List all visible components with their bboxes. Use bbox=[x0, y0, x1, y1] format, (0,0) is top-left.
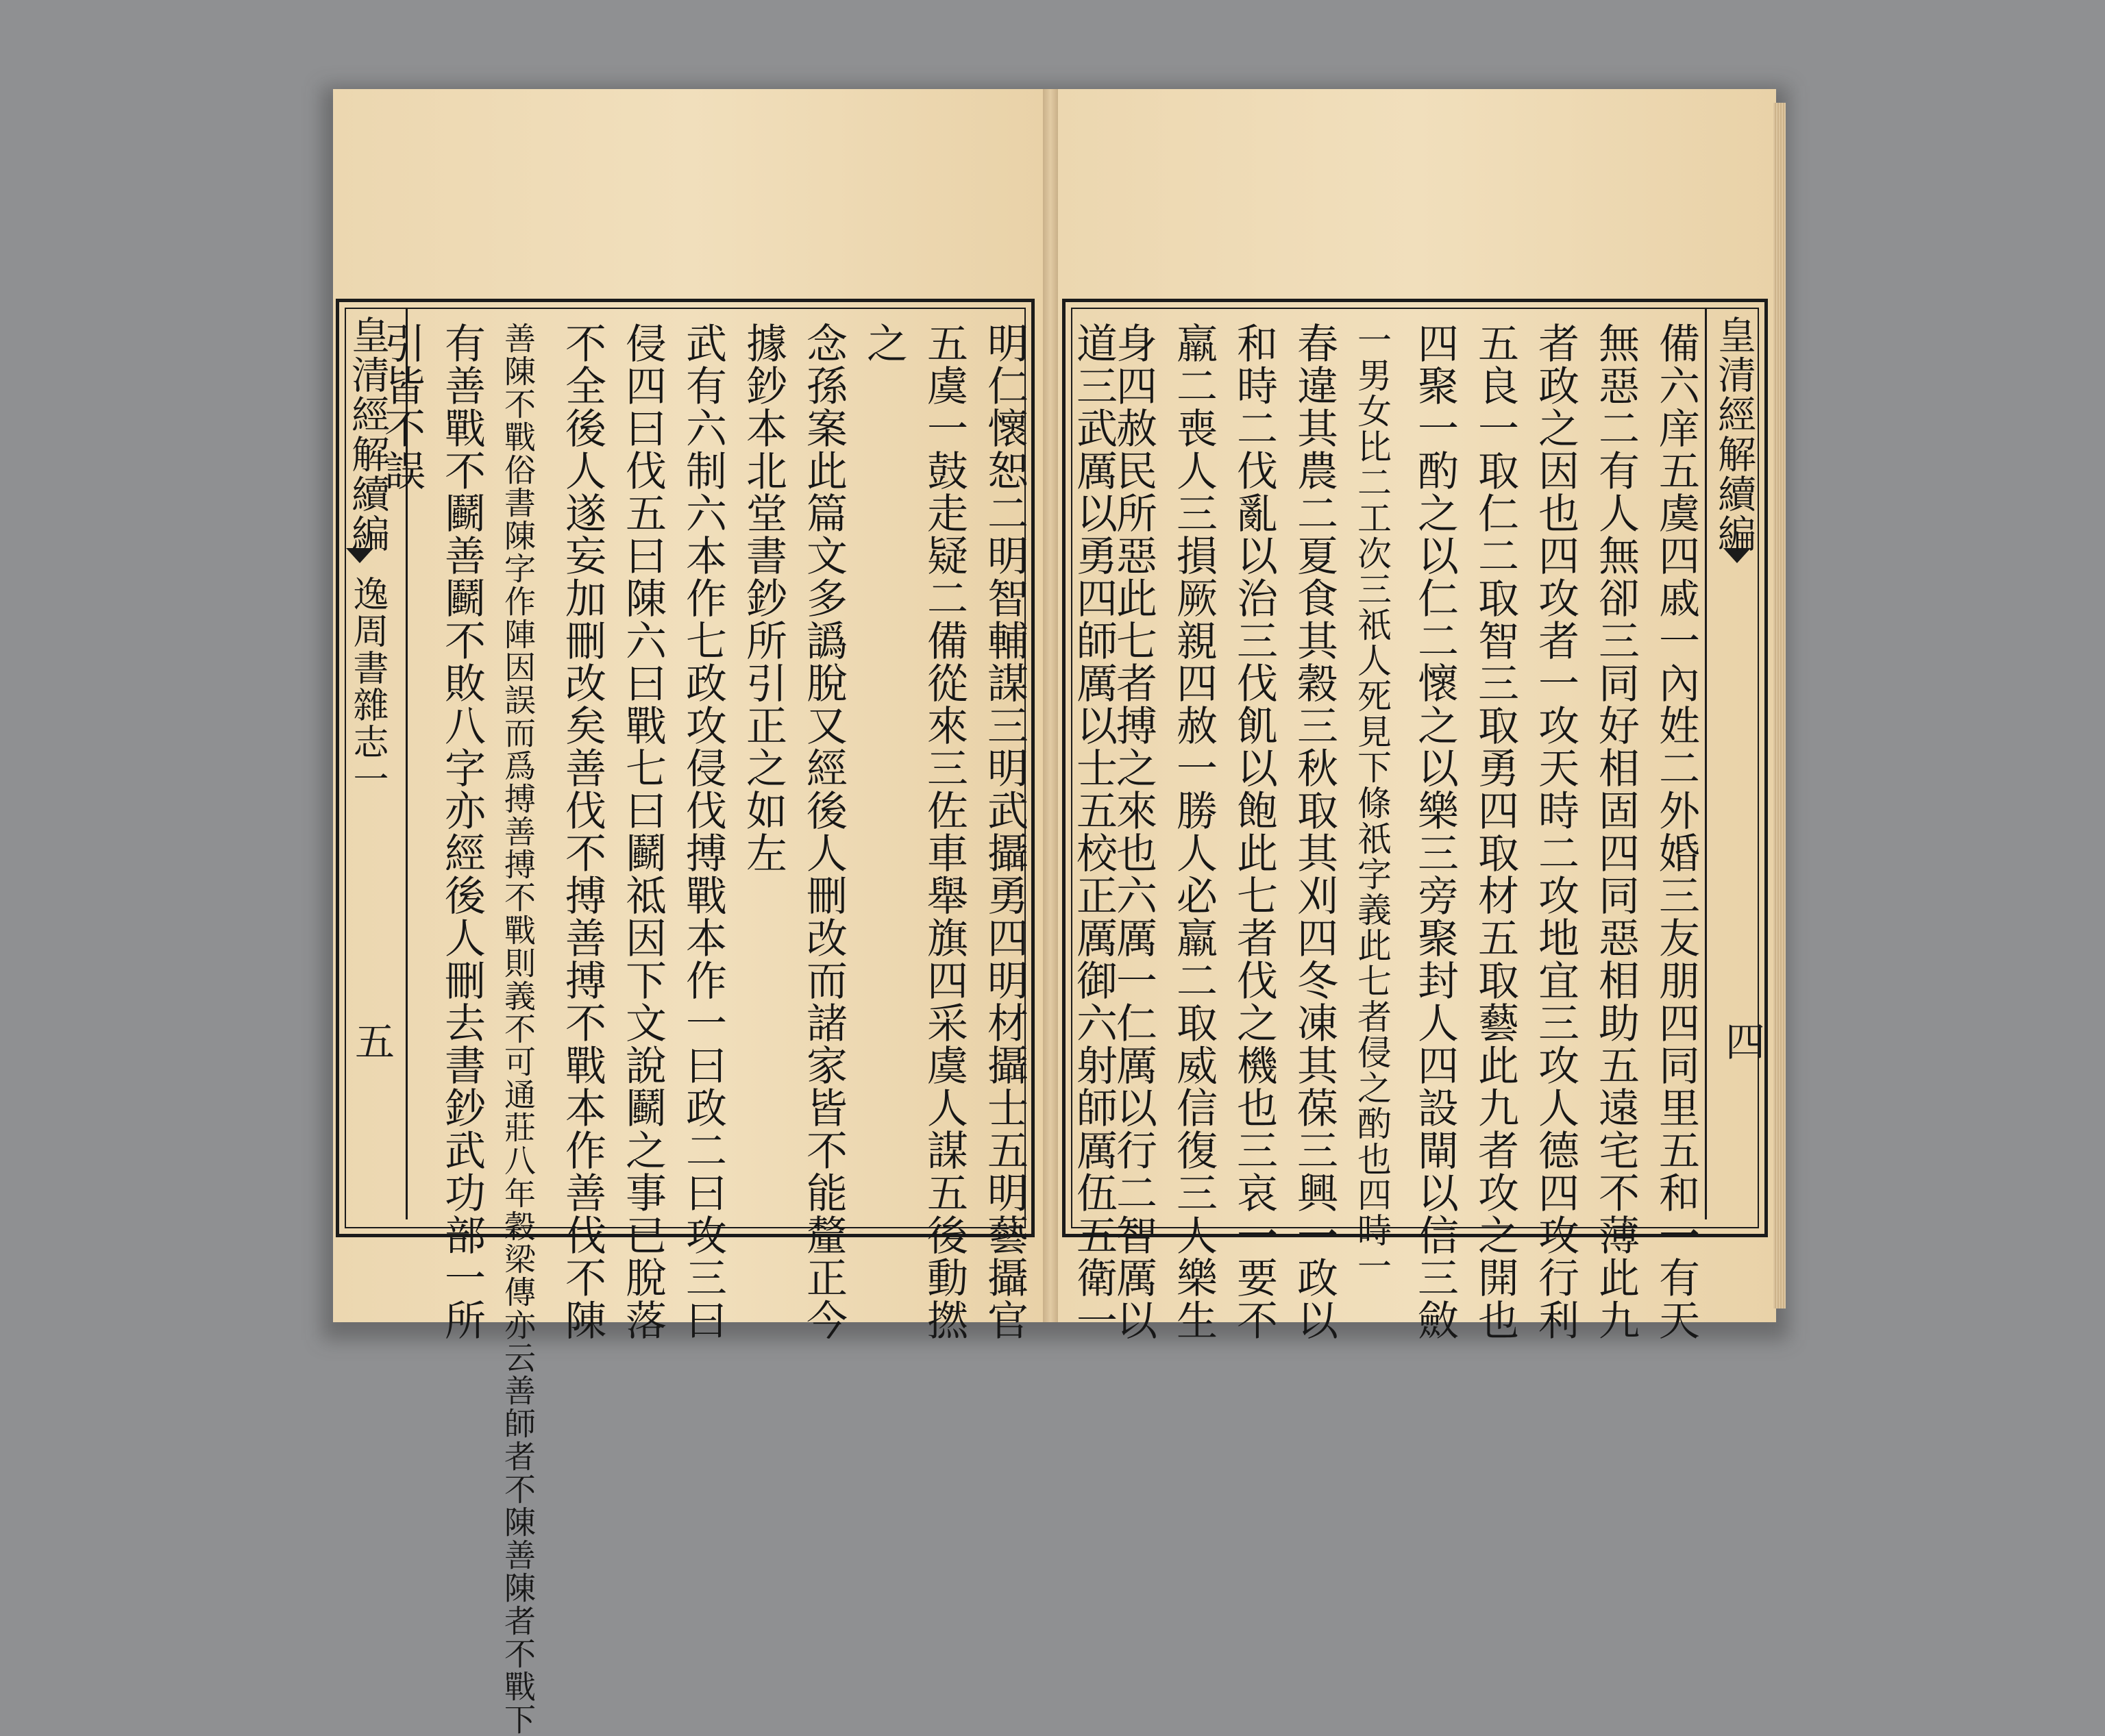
right-col-10: 身四赦民所惡此七者搏之來也六厲一仁厲以行二智厲以 bbox=[1109, 322, 1157, 1341]
left-col-7: 侵四曰伐五曰陳六曰戰七曰鬬祗因下文說鬬之事已脫落 bbox=[619, 322, 667, 1341]
left-col-2: 五虞一鼓走疑二備從來三佐車舉旗四采虞人謀五後動撚 bbox=[920, 322, 968, 1341]
left-section-title: 逸周書雜志一 bbox=[347, 575, 388, 797]
right-col-6: 一男女比二工次三祇人死見下條祇字義此七者侵之酌也四時一 bbox=[1352, 322, 1392, 1284]
left-col-5: 據鈔本北堂書鈔所引正之如左 bbox=[739, 322, 787, 874]
right-col-7: 春違其農二夏食其穀三秋取其刈四冬凍其葆三興一政以 bbox=[1290, 322, 1338, 1341]
right-col-2: 無惡二有人無卻三同好相固四同惡相助五遠宅不薄此九 bbox=[1592, 322, 1640, 1341]
left-col-9: 善陳不戰俗書陳字作陣因誤而爲搏善搏不戰則義不可通莊八年穀梁傳亦云善師者不陳善陳者不戰下 bbox=[500, 322, 537, 1736]
left-col-10: 有善戰不鬬善鬬不敗八字亦經後人刪去書鈔武功部一所 bbox=[438, 322, 486, 1341]
right-col-4: 五良一取仁二取智三取勇四取材五取藝此九者攻之開也 bbox=[1471, 322, 1519, 1341]
left-header: 皇清經解續編 bbox=[345, 315, 390, 554]
right-col-5: 四聚一酌之以仁二懷之以樂三旁聚封人四設閘以信三斂 bbox=[1411, 322, 1459, 1341]
left-col-8: 不全後人遂妄加刪改矣善伐不搏善搏不戰本作善伐不陳 bbox=[558, 322, 606, 1341]
right-col-1: 備六庠五虞四戚一內姓二外婚三友朋四同里五和一有天 bbox=[1652, 322, 1700, 1341]
left-col-1: 明仁懷恕二明智輔謀三明武攝勇四明材攝士五明藝攝官 bbox=[981, 322, 1029, 1341]
right-folio: 四 bbox=[1719, 1021, 1765, 1061]
right-col-8: 和時二伐亂以治三伐飢以飽此七者伐之機也三哀一要不 bbox=[1230, 322, 1278, 1341]
right-col-11: 道三武厲以勇四師厲以士五校正厲御六射師厲伍五衛一 bbox=[1070, 322, 1118, 1341]
right-col-9: 羸二喪人三損厥親四赦一勝人必羸二取威信復三人樂生 bbox=[1170, 322, 1218, 1341]
left-folio: 五 bbox=[348, 1021, 395, 1061]
left-col-3: 之 bbox=[860, 322, 908, 364]
left-col-4: 念孫案此篇文多譌脫又經後人刪改而諸家皆不能釐正今 bbox=[800, 322, 848, 1341]
page-edges bbox=[1773, 103, 1786, 1309]
left-col-6: 武有六制六本作七政攻侵伐搏戰本作一曰政二曰攻三曰 bbox=[679, 322, 727, 1341]
book-gutter bbox=[1043, 89, 1058, 1322]
left-col-11: 引皆不誤 bbox=[378, 322, 426, 492]
right-col-3: 者政之因也四攻者一攻天時二攻地宜三攻人德四攻行利 bbox=[1531, 322, 1579, 1341]
right-header: 皇清經解續編 bbox=[1712, 315, 1756, 554]
